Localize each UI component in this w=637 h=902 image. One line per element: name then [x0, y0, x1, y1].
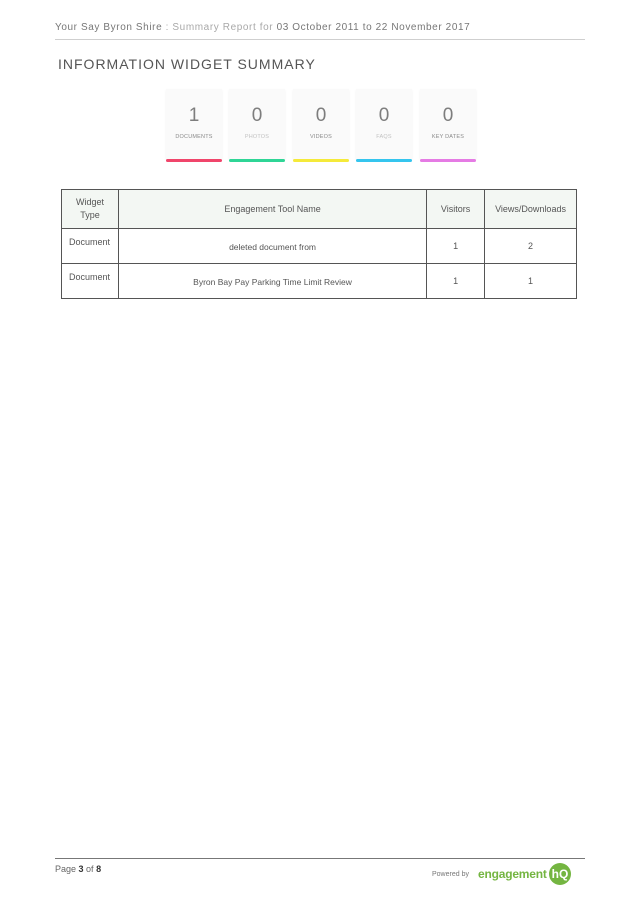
- page-number: [55, 864, 101, 874]
- brand-hq-badge-icon: hQ: [549, 863, 571, 885]
- table-row: [62, 229, 577, 264]
- card-value: 0: [442, 105, 454, 126]
- widget-cards: [166, 89, 478, 163]
- card-accent-bar: [229, 159, 285, 162]
- page-of: of: [83, 864, 97, 874]
- cell-visitors: 1: [427, 229, 485, 264]
- powered-by-text: Powered by: [432, 871, 469, 878]
- page-prefix: Page: [55, 864, 79, 874]
- card-label: DOCUMENTS: [175, 134, 213, 140]
- card-label: VIDEOS: [310, 134, 332, 140]
- card-accent-bar: [293, 159, 349, 162]
- card-value: 0: [378, 105, 390, 126]
- section-title: INFORMATION WIDGET SUMMARY: [58, 56, 316, 72]
- page-total: 8: [96, 864, 102, 874]
- cell-visitors: 1: [427, 264, 485, 299]
- engagement-tools-table: [61, 189, 577, 299]
- card-label: KEY DATES: [431, 134, 465, 140]
- cell-views: 1: [485, 264, 577, 299]
- powered-by-logo: [432, 863, 574, 887]
- footer-divider: [55, 858, 585, 859]
- card-documents: [166, 89, 222, 159]
- cell-widget-type: Document: [62, 229, 119, 264]
- card-faqs: [356, 89, 412, 159]
- card-value: 0: [315, 105, 327, 126]
- header-separator: :: [162, 22, 173, 33]
- brand-name: engagement: [478, 867, 547, 881]
- header-tool-name: Engagement Tool Name: [118, 190, 426, 229]
- card-accent-bar: [356, 159, 412, 162]
- card-value: 0: [251, 105, 263, 126]
- card-accent-bar: [420, 159, 476, 162]
- cell-widget-type: Document: [62, 264, 119, 299]
- card-accent-bar: [166, 159, 222, 162]
- cell-tool-name: Byron Bay Pay Parking Time Limit Review: [118, 264, 426, 299]
- header-views-downloads: Views/Downloads: [485, 190, 577, 229]
- date-range: 03 October 2011 to 22 November 2017: [276, 22, 471, 33]
- card-videos: [293, 89, 349, 159]
- site-name: Your Say Byron Shire: [55, 22, 163, 33]
- card-label: PHOTOS: [244, 134, 270, 140]
- table-header-row: [62, 190, 577, 229]
- card-label: FAQS: [376, 134, 392, 140]
- header-divider: [55, 39, 585, 40]
- table-row: [62, 264, 577, 299]
- cell-views: 2: [485, 229, 577, 264]
- card-key-dates: [420, 89, 476, 159]
- page-current: 3: [78, 864, 84, 874]
- card-photos: [229, 89, 285, 159]
- header-visitors: Visitors: [427, 190, 485, 229]
- header-widget-type: Widget Type: [62, 190, 119, 229]
- report-label: Summary Report for: [172, 22, 277, 33]
- cell-tool-name: deleted document from: [118, 229, 426, 264]
- card-value: 1: [188, 105, 200, 126]
- report-header: [55, 22, 585, 33]
